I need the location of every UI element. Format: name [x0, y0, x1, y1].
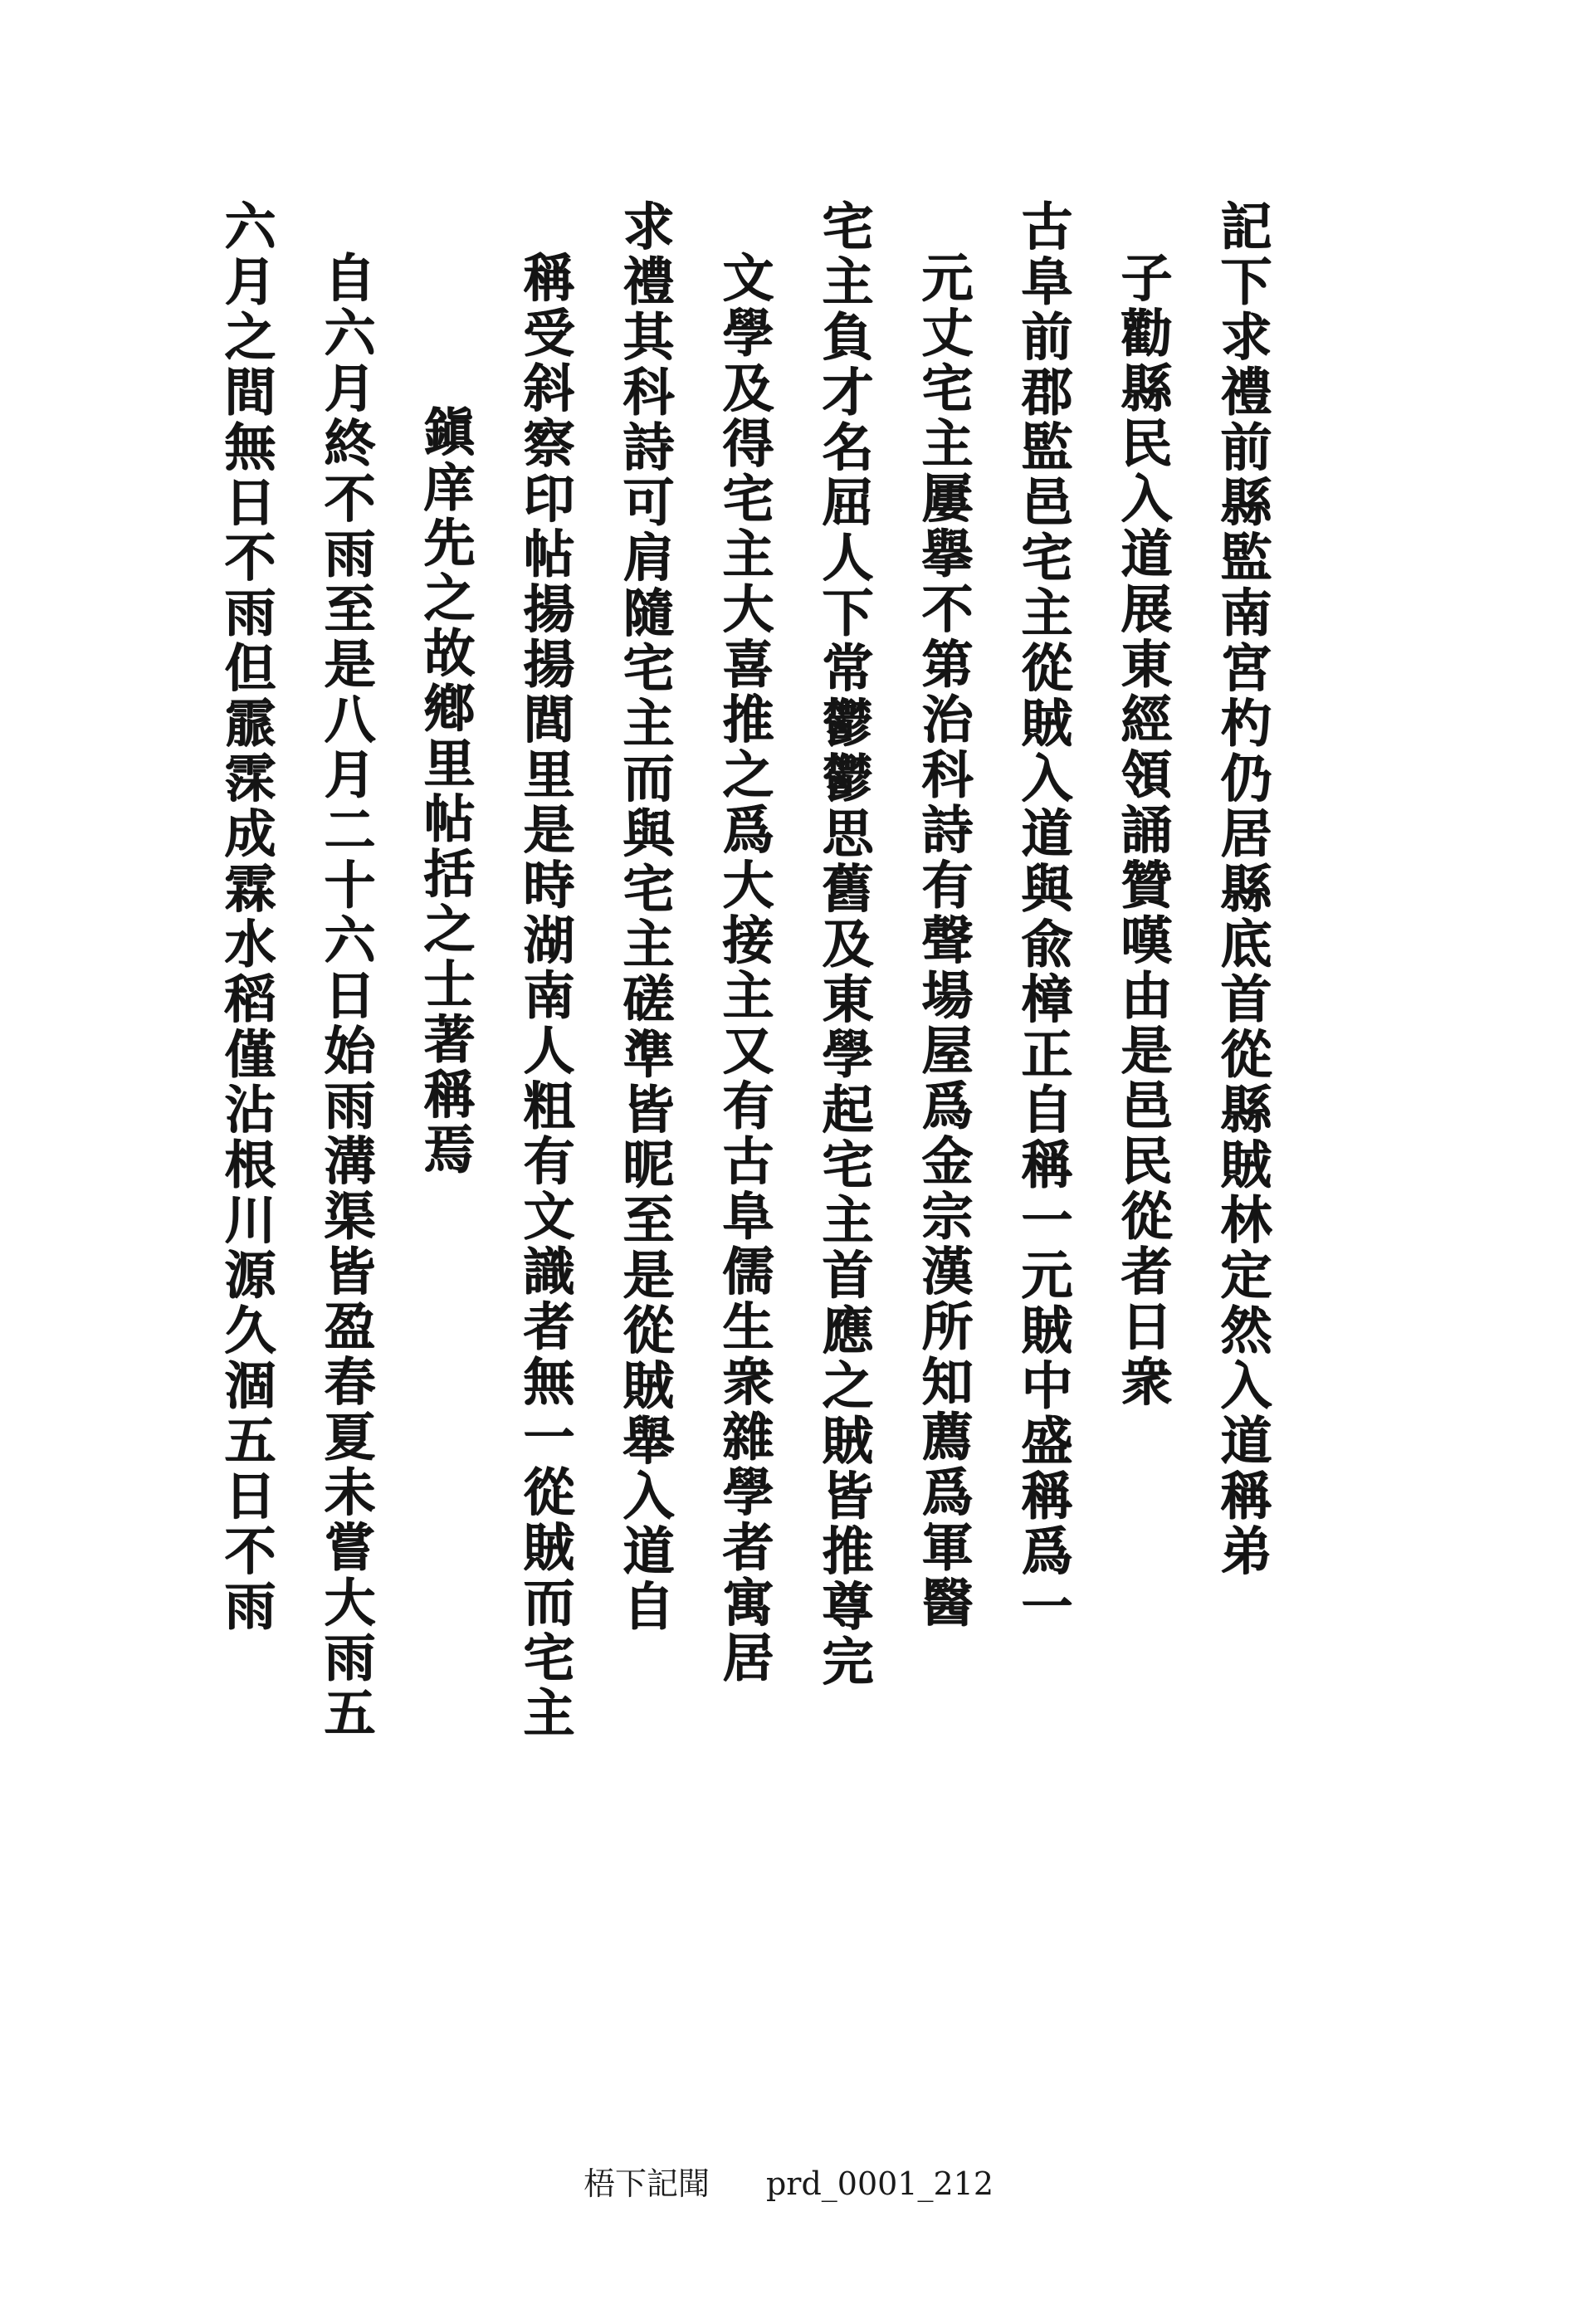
- text-column-5: 宅主負才名屈人下常鬱鬱思舊及東學起宅主首應之賊皆推尊完: [813, 199, 874, 1690]
- text-column-3: 古阜前郡監邑宅主從賊入道與兪樟正自稱一元賊中盛稱爲一: [1013, 199, 1073, 1634]
- text-column-2: 子勸縣民入道展東經領誦贊嘆由是邑民從者日衆: [1112, 251, 1173, 1410]
- text-column-8: 稱受斜察印帖揚揚閭里是時湖南人粗有文識者無一從賊而宅主: [515, 251, 575, 1741]
- page-id: prd_0001_212: [765, 2165, 994, 2202]
- text-column-6: 文學及得宅主大喜推之爲大接主又有古阜儒生衆雜學者寓居: [714, 251, 774, 1686]
- page-footer: [0, 2158, 1577, 2204]
- text-column-11: 六月之間無日不雨但霢霂成霖水稻僅沾根川源久涸五日不雨: [216, 199, 276, 1634]
- text-column-10: 自六月終不雨至是八月二十六日始雨溝渠皆盈春夏未嘗大雨五: [315, 251, 376, 1741]
- text-column-7: 求禮其科詩可肩隨宅主而與宅主磋準皆昵至是從賊舉入道自: [614, 199, 675, 1634]
- text-column-9: 鎭庠先之故鄕里帖括之士著稱焉: [415, 405, 476, 1178]
- handwritten-manuscript: [199, 199, 1278, 1859]
- book-title: 梧下記聞: [583, 2165, 710, 2202]
- text-column-4: 元丈宅主屢擧不第治科詩有聲場屋爲金宗漢所知薦爲軍醫: [913, 251, 974, 1631]
- text-column-1: 記下求禮前縣監南宮杓仍居縣底首從縣賊林定然入道稱弟: [1212, 199, 1272, 1579]
